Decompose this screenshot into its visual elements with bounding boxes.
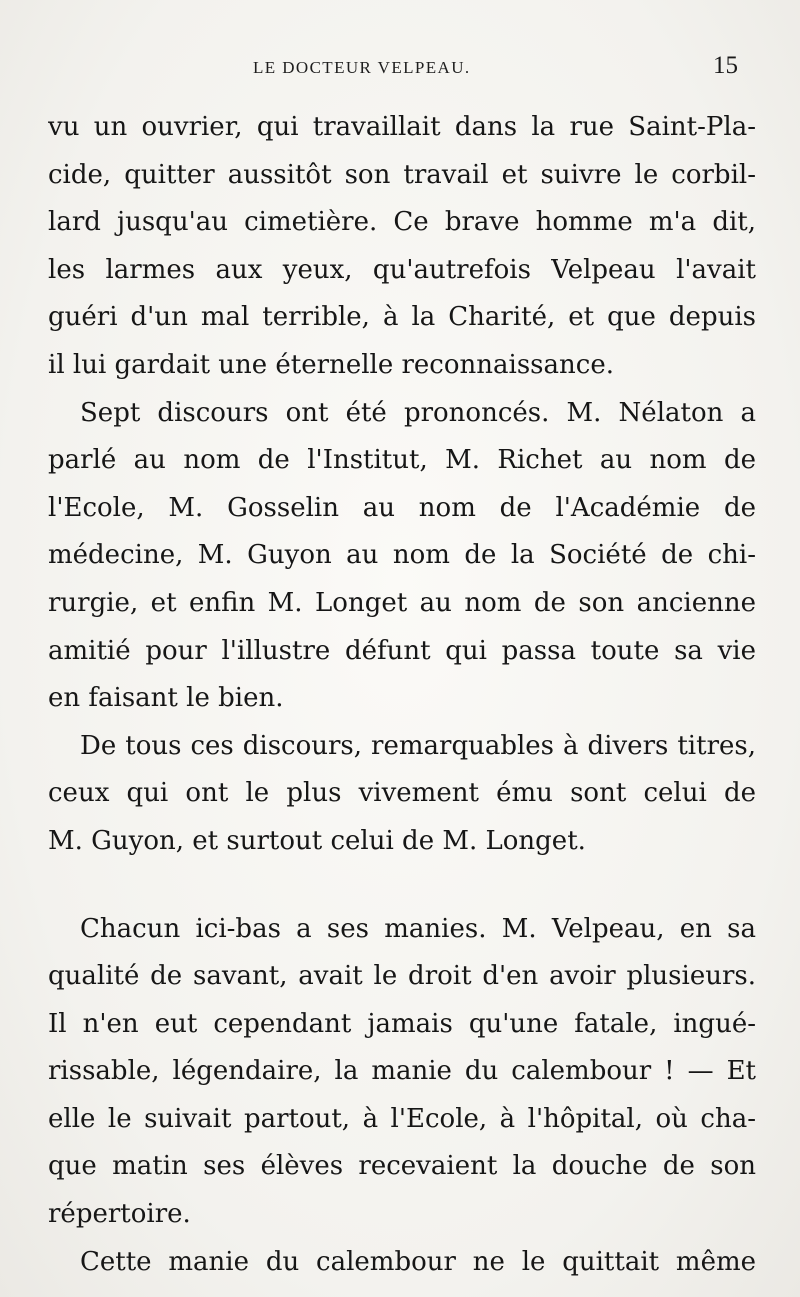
text-line: cide, quitter aussitôt son travail et suivre le corbil- [48, 159, 756, 190]
page-header [0, 52, 800, 82]
text-line: rurgie, et enfin M. Longet au nom de son ancienne [48, 587, 756, 618]
text-line: guéri d'un mal terrible, à la Charité, et que depuis [48, 302, 756, 333]
text-line: parlé au nom de l'Institut, M. Richet au nom de [48, 445, 756, 476]
text-line: qualité de savant, avait le droit d'en avoir plusieurs. [48, 961, 756, 992]
text-line: que matin ses élèves recevaient la douche de son [48, 1151, 756, 1182]
text-line: rissable, légendaire, la manie du calembour ! — Et [48, 1056, 756, 1087]
text-line: lard jusqu'au cimetière. Ce brave homme m'a dit, [48, 207, 756, 238]
paragraph [48, 723, 756, 866]
text-line: médecine, M. Guyon au nom de la Société de chi- [48, 540, 756, 571]
text-line: Cette manie du calembour ne le quittait même [80, 1246, 756, 1277]
paragraph [48, 104, 756, 390]
text-line: Sept discours ont été prononcés. M. Nélaton a [80, 397, 756, 428]
text-line: M. Guyon, et surtout celui de M. Longet. [48, 825, 586, 856]
text-line: amitié pour l'illustre défunt qui passa toute sa vie [48, 635, 756, 666]
text-line: Chacun ici-bas a ses manies. M. Velpeau, en sa [80, 913, 756, 944]
paragraph [48, 390, 756, 723]
paragraph [48, 906, 756, 1239]
text-line: elle le suivait partout, à l'Ecole, à l'hôpital, où cha- [48, 1103, 756, 1134]
section-gap [48, 866, 756, 906]
text-line: les larmes aux yeux, qu'autrefois Velpeau l'avait [48, 254, 756, 285]
text-line: Il n'en eut cependant jamais qu'une fatale, ingué- [48, 1008, 756, 1039]
text-line: vu un ouvrier, qui travaillait dans la rue Saint-Pla- [48, 112, 756, 142]
text-line: il lui gardait une éternelle reconnaissance. [48, 349, 614, 380]
text-line: De tous ces discours, remarquables à divers titres, [80, 730, 756, 761]
text-line: répertoire. [48, 1199, 191, 1230]
body-text [48, 104, 756, 1286]
running-title: LE DOCTEUR VELPEAU. [253, 58, 471, 77]
page-number: 15 [713, 52, 738, 79]
text-line: l'Ecole, M. Gosselin au nom de l'Académie de [48, 492, 756, 523]
text-line: ceux qui ont le plus vivement ému sont celui de [48, 778, 756, 809]
text-line: en faisant le bien. [48, 683, 284, 714]
paragraph [48, 1239, 756, 1287]
